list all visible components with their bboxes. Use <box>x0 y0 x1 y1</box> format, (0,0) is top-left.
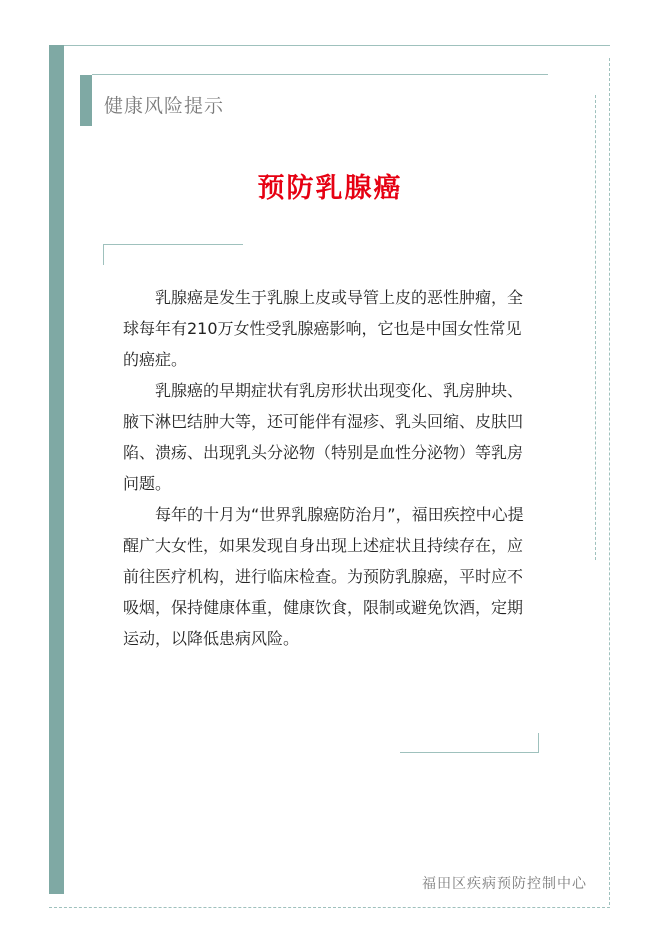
corner-bracket-bottom-right <box>400 733 539 753</box>
paragraph-2: 乳腺癌的早期症状有乳房形状出现变化、乳房肿块、腋下淋巴结肿大等，还可能伴有湿疹、乳头回缩、皮肤凹陷、溃疡、出现乳头分泌物（特别是血性分泌物）等乳房问题。 <box>123 381 524 493</box>
header-accent-block <box>80 75 92 126</box>
paragraph-1: 乳腺癌是发生于乳腺上皮或导管上皮的恶性肿瘤，全球每年有210万女性受乳腺癌影响，它也是中国女性常见的癌症。 <box>123 288 524 369</box>
header-title: 健康风险提示 <box>104 95 225 117</box>
paragraph-3: 每年的十月为“世界乳腺癌防治月”，福田疾控中心提醒广大女性，如果发现自身出现上述症状且持续存在，应前往医疗机构，进行临床检查。为预防乳腺癌，平时应不吸烟，保持健康体重，健康饮食，限制或避免饮酒，定期运动，以降低患病风险。 <box>123 505 524 648</box>
article-title: 预防乳腺癌 <box>257 173 403 204</box>
article-body <box>123 282 535 654</box>
header-top-line <box>92 74 548 75</box>
inner-dashed-line <box>595 95 596 560</box>
corner-bracket-top-left <box>103 244 243 265</box>
top-border-line <box>49 45 610 46</box>
footer-organization: 福田区疾病预防控制中心 <box>422 876 587 892</box>
bottom-dashed-border <box>49 907 610 908</box>
